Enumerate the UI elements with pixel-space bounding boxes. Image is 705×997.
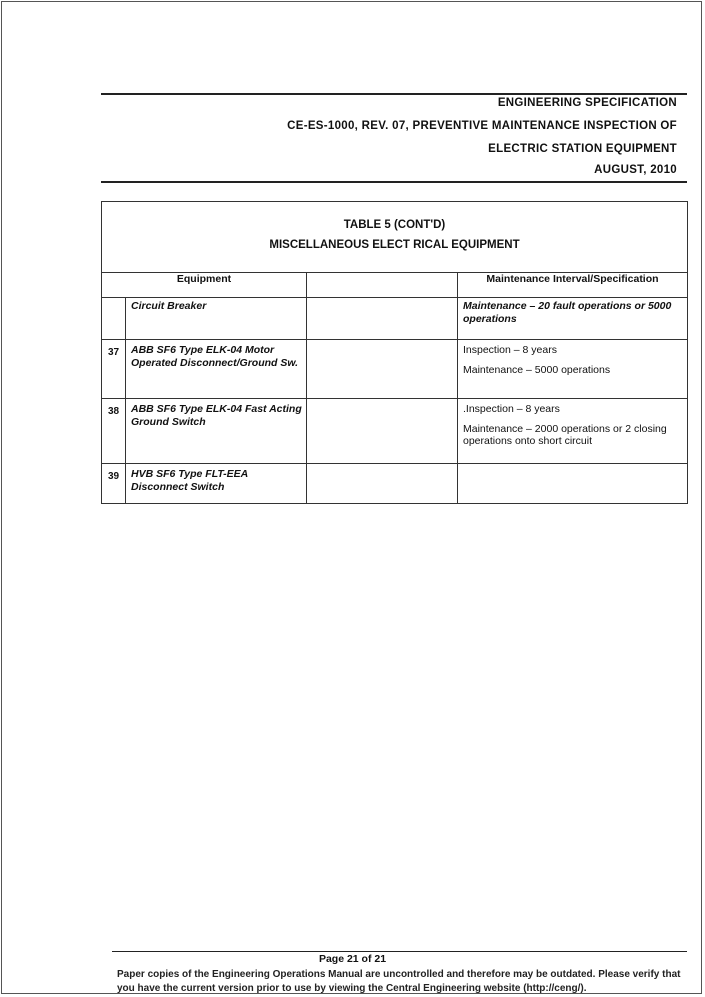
blank-cell <box>307 298 458 340</box>
maintenance-cell <box>458 340 688 399</box>
inspection-interval: Inspection – 8 years <box>463 344 557 356</box>
row-number: 39 <box>102 464 126 504</box>
table-title-row <box>102 202 688 273</box>
header-subject: ELECTRIC STATION EQUIPMENT <box>488 143 677 155</box>
blank-cell <box>307 464 458 504</box>
header-doc-number: CE-ES-1000, REV. 07, PREVENTIVE MAINTENANCE INSPECTION OF <box>287 120 677 132</box>
equipment-cell: ABB SF6 Type ELK-04 Motor Operated Disconnect/Ground Sw. <box>126 340 307 399</box>
table-row <box>102 464 688 504</box>
table-title: TABLE 5 (CONT'D) <box>343 219 446 231</box>
page-number: Page 21 of 21 <box>318 953 387 965</box>
header-date: AUGUST, 2010 <box>594 164 677 176</box>
table-row <box>102 298 688 340</box>
maintenance-table <box>101 201 688 504</box>
blank-cell <box>307 340 458 399</box>
table-row <box>102 340 688 399</box>
equipment-cell: Circuit Breaker <box>126 298 307 340</box>
row-number: 37 <box>102 340 126 399</box>
maintenance-cell <box>458 298 688 340</box>
column-header-maintenance: Maintenance Interval/Specification <box>458 273 688 298</box>
footer-rule <box>112 951 687 952</box>
table-subtitle: MISCELLANEOUS ELECT RICAL EQUIPMENT <box>269 239 520 251</box>
header-spec-title: ENGINEERING SPECIFICATION <box>497 97 677 109</box>
header-top-rule <box>101 93 687 95</box>
footer-disclaimer: Paper copies of the Engineering Operations Manual are uncontrolled and therefore may be outdated. Please verify that you have the current version prior to use by viewing the Central Engineering website (http://ceng/). <box>117 969 681 994</box>
maintenance-interval: Maintenance – 5000 operations <box>463 363 611 376</box>
header-bottom-rule <box>101 181 687 183</box>
maintenance-interval: Maintenance – 2000 operations or 2 closing operations onto short circuit <box>463 422 667 447</box>
row-number-cell <box>102 298 126 340</box>
inspection-interval: .Inspection – 8 years <box>463 403 560 415</box>
table-row <box>102 399 688 464</box>
row-number: 38 <box>102 399 126 464</box>
maintenance-text: Maintenance – 20 fault operations or 5000 operations <box>463 300 672 325</box>
maintenance-cell <box>458 464 688 504</box>
column-header-blank <box>307 273 458 298</box>
table-title-cell <box>102 202 688 273</box>
blank-cell <box>307 399 458 464</box>
column-header-equipment: Equipment <box>102 273 307 298</box>
maintenance-cell <box>458 399 688 464</box>
table-header-row <box>102 273 688 298</box>
equipment-cell: HVB SF6 Type FLT-EEA Disconnect Switch <box>126 464 307 504</box>
equipment-cell: ABB SF6 Type ELK-04 Fast Acting Ground Switch <box>126 399 307 464</box>
